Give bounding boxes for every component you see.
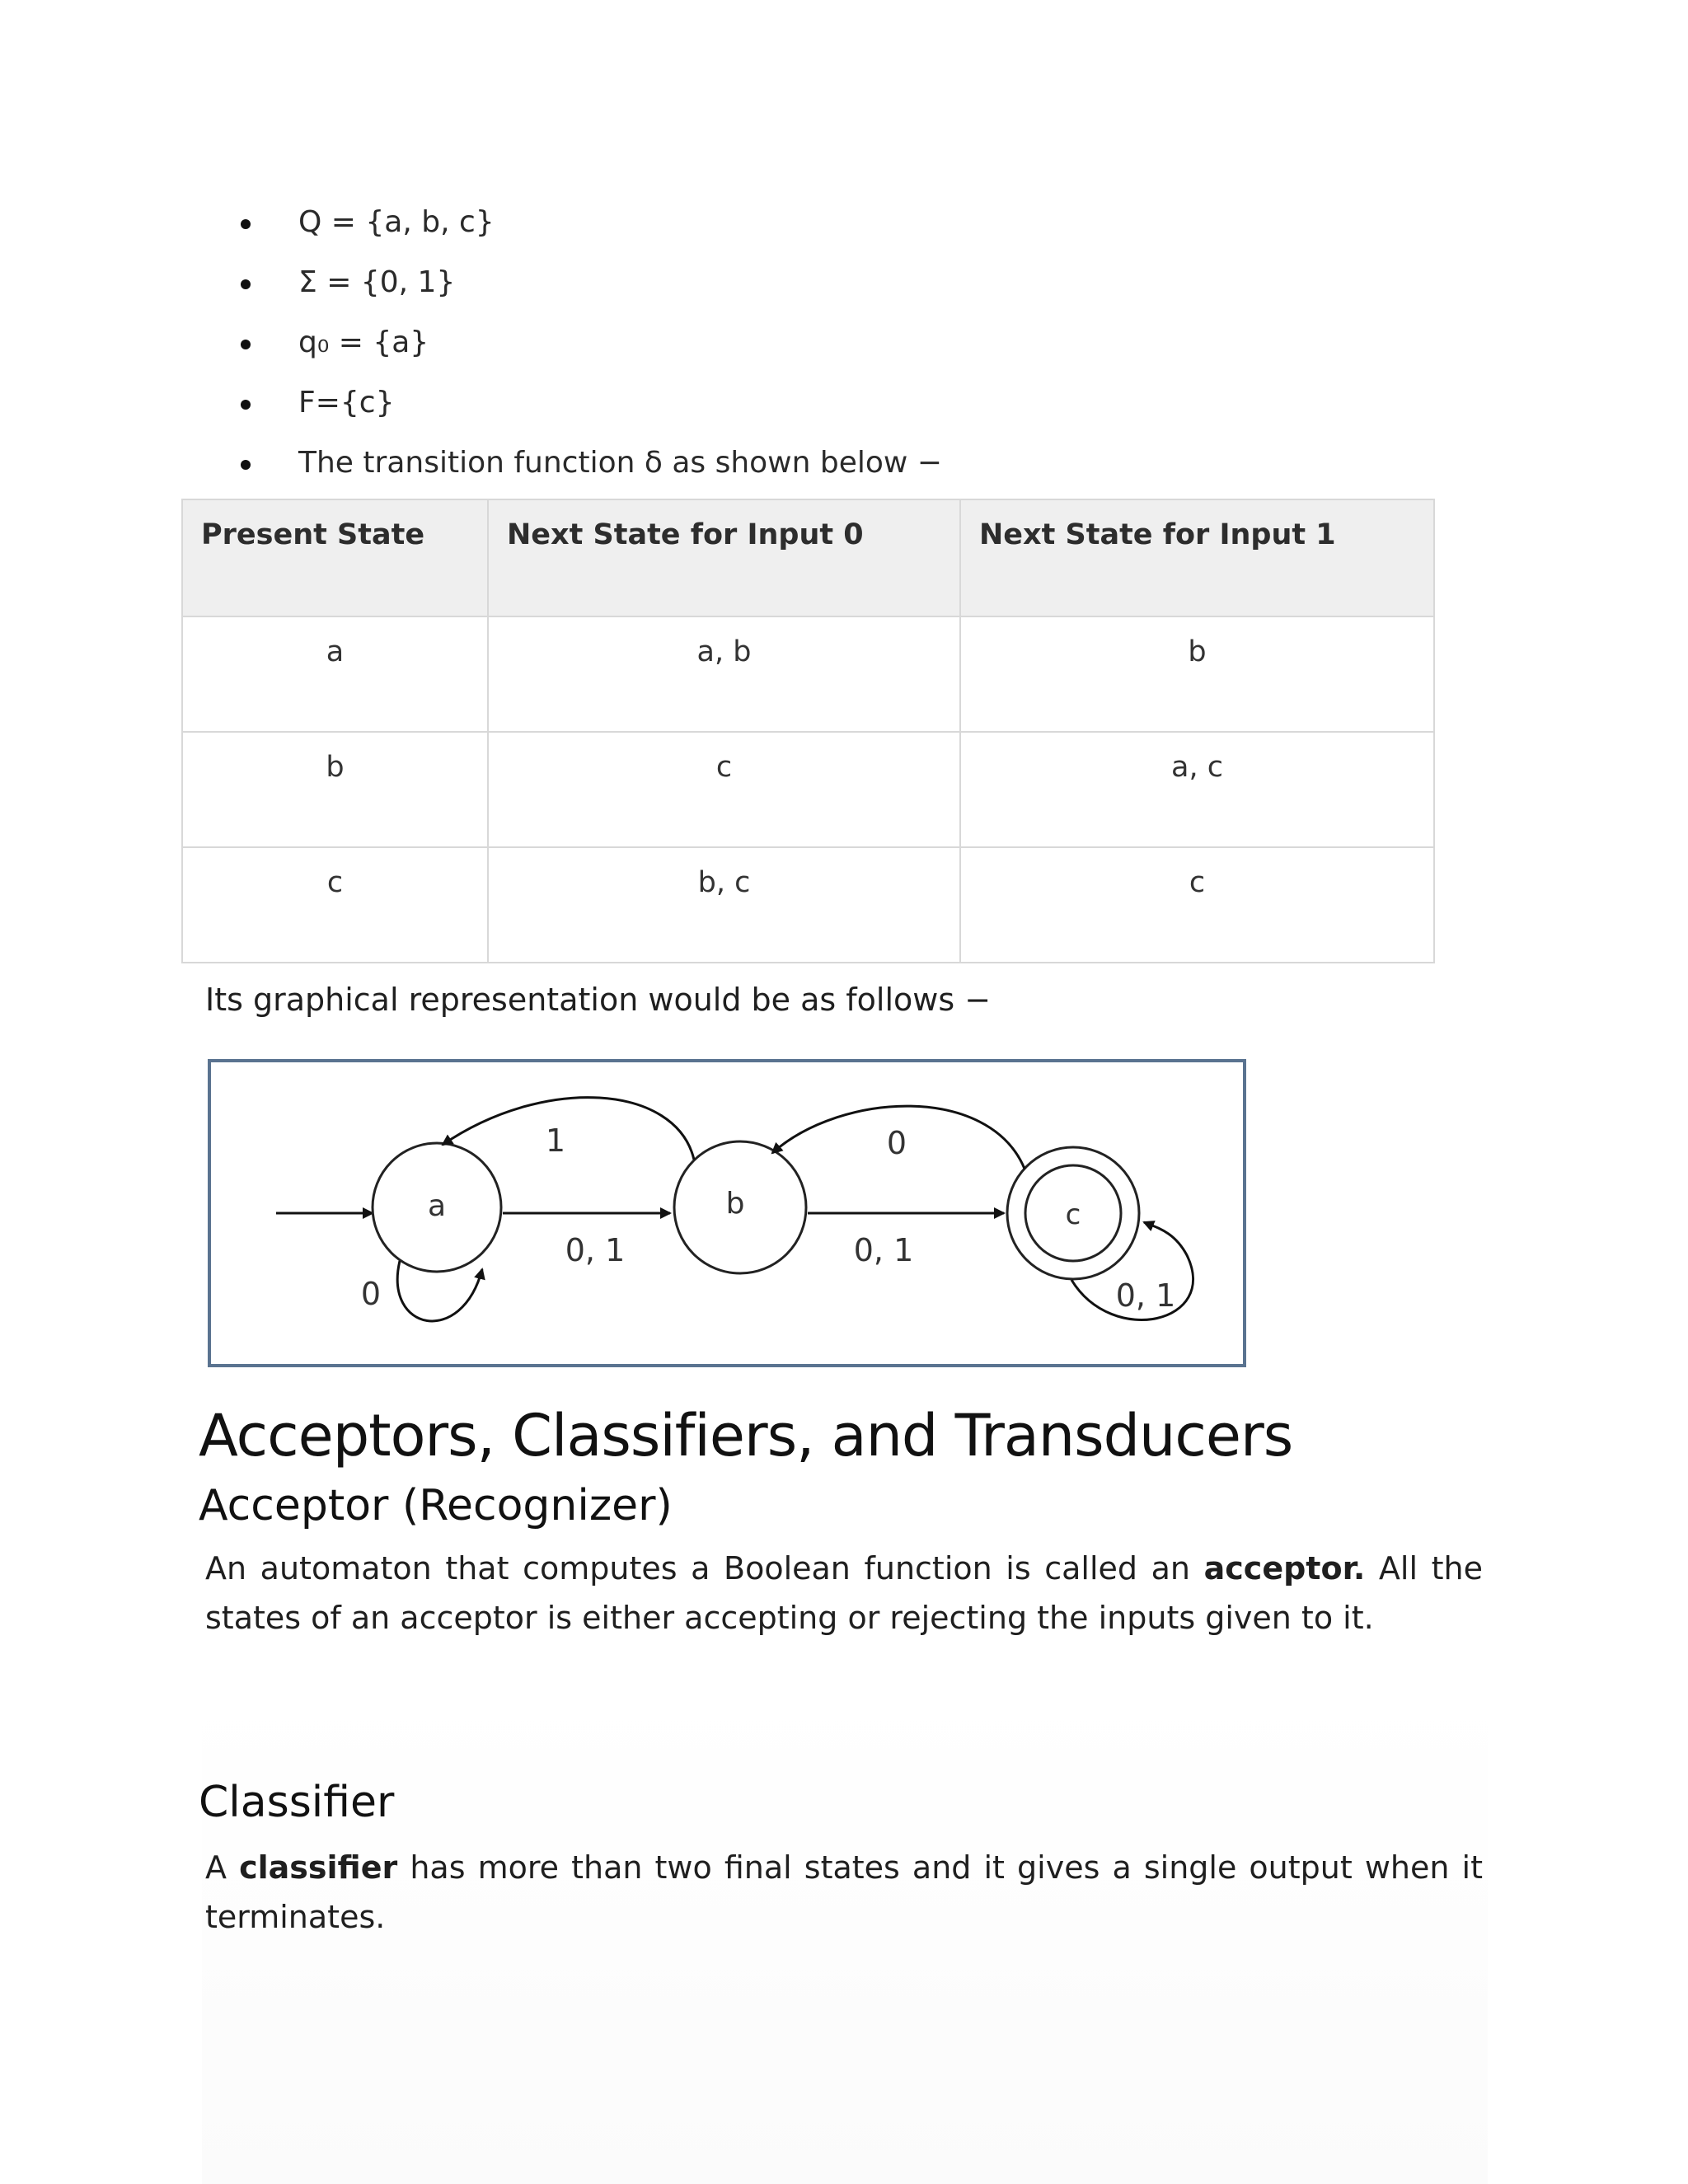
acceptor-paragraph: An automaton that computes a Boolean function is called an acceptor. All the states of an acceptor is either accepting or rejecting the inputs given to it.: [205, 1550, 1483, 1636]
classifier-heading: Classifier: [199, 1778, 395, 1827]
table-row: [182, 732, 1434, 847]
table-cell: b: [960, 616, 1434, 732]
table-cell: b, c: [488, 847, 960, 963]
edge-label-b-to-a: 1: [545, 1122, 566, 1159]
column-header: Next State for Input 0: [488, 499, 960, 616]
edge-label-b-to-c: 0, 1: [853, 1232, 914, 1268]
table-header-row: [182, 499, 1434, 616]
table-cell: b: [182, 732, 488, 847]
graph-intro-text: Its graphical representation would be as follows −: [205, 982, 992, 1018]
table-cell: c: [960, 847, 1434, 963]
classifier-term: classifier: [239, 1849, 398, 1886]
section-heading: Acceptors, Classifiers, and Transducers: [199, 1402, 1293, 1469]
bullet-icon: [241, 460, 251, 470]
bullet-icon: [241, 400, 251, 410]
edge-label-a-to-b: 0, 1: [565, 1232, 626, 1268]
column-header: Next State for Input 1: [960, 499, 1434, 616]
bullet-icon: [241, 219, 251, 229]
edge-label-a-loop: 0: [360, 1276, 382, 1312]
table-cell: c: [182, 847, 488, 963]
table-cell: a, c: [960, 732, 1434, 847]
table-row: [182, 847, 1434, 963]
state-c-label: c: [1065, 1198, 1081, 1231]
edge-label-c-to-b: 0: [886, 1125, 907, 1161]
bullet-icon: [241, 340, 251, 349]
table-cell: a, b: [488, 616, 960, 732]
acceptor-heading: Acceptor (Recognizer): [199, 1481, 673, 1530]
bullet-icon: [241, 279, 251, 289]
table-cell: c: [488, 732, 960, 847]
edge-label-c-loop: 0, 1: [1115, 1277, 1176, 1314]
state-b-label: b: [725, 1187, 745, 1221]
state-diagram: [198, 1051, 1253, 1380]
column-header: Present State: [182, 499, 488, 616]
table-row: [182, 616, 1434, 732]
classifier-paragraph: A classifier has more than two final states and it gives a single output when it terminates.: [205, 1849, 1483, 1935]
transition-table: [181, 499, 1435, 963]
table-cell: a: [182, 616, 488, 732]
acceptor-term: acceptor.: [1203, 1550, 1366, 1586]
state-a-label: a: [427, 1189, 447, 1223]
